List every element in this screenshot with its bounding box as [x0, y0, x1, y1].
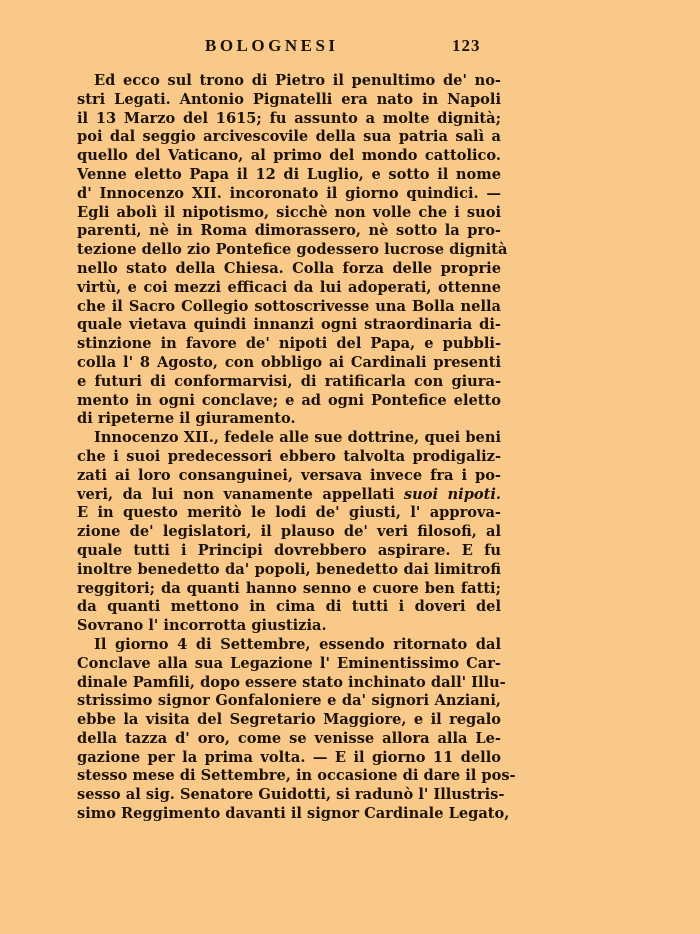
text-line: ebbe la visita del Segretario Maggiore, e il regalo	[77, 711, 501, 729]
text-line: della tazza d' oro, come se venisse allora alla Le-	[77, 729, 501, 747]
text-line: dinale Pamfili, dopo essere stato inchinato dall' Illu-	[77, 673, 506, 691]
text-line: stinzione in favore de' nipoti del Papa, e pubbli-	[77, 335, 501, 353]
text-line: nello stato della Chiesa. Colla forza delle proprie	[77, 259, 501, 277]
text-line: mento in ogni conclave; e ad ogni Pontefice eletto	[77, 391, 501, 409]
text-segment: veri, da lui non vanamente appellati	[77, 485, 395, 503]
paragraph	[77, 635, 516, 824]
text-line: Venne eletto Papa il 12 di Luglio, e sotto il nome	[77, 165, 501, 183]
text-line: Innocenzo XII., fedele alle sue dottrine, quei beni	[94, 429, 501, 447]
text-line	[77, 486, 501, 505]
text-line: d' Innocenzo XII. incoronato il giorno quindici. —	[77, 184, 501, 202]
text-line: stri Legati. Antonio Pignatelli era nato in Napoli	[77, 90, 501, 108]
italic-phrase: suoi nipoti.	[403, 485, 501, 503]
text-line: Ed ecco sul trono di Pietro il penultimo de' no-	[94, 72, 501, 89]
text-line: quale tutti i Principi dovrebbero aspirare. E fu	[77, 541, 501, 559]
text-line: che il Sacro Collegio sottoscrivesse una Bolla nella	[77, 297, 501, 315]
page-number: 123	[452, 36, 481, 55]
text-line: reggitori; da quanti hanno senno e cuore ben fatti;	[77, 579, 501, 597]
text-line: quello del Vaticano, al primo del mondo cattolico.	[77, 147, 501, 165]
text-line: e futuri di conformarvisi, di ratificarla con giura-	[77, 372, 501, 390]
text-line: virtù, e coi mezzi efficaci da lui adoperati, ottenne	[77, 278, 501, 296]
text-line: il 13 Marzo del 1615; fu assunto a molte dignità;	[77, 109, 501, 127]
text-line: sesso al sig. Senatore Guidotti, si radunò l' Illustris-	[77, 786, 505, 804]
paragraph	[77, 72, 508, 429]
text-line: simo Reggimento davanti il signor Cardinale Legato,	[77, 805, 510, 823]
body-text	[77, 72, 516, 824]
text-line: strissimo signor Gonfaloniere e da' signori Anziani,	[77, 692, 501, 710]
text-line: Sovrano l' incorrotta giustizia.	[77, 617, 327, 635]
text-line: zati ai loro consanguinei, versava invece fra i po-	[77, 466, 501, 484]
running-title: BOLOGNESI	[205, 36, 339, 55]
text-line: Egli abolì il nipotismo, sicchè non volle che i suoi	[77, 203, 501, 221]
text-line: E in questo meritò le lodi de' giusti, l' approva-	[77, 504, 501, 522]
paragraph	[77, 429, 501, 636]
text-line: inoltre benedetto da' popoli, benedetto dai limitrofi	[77, 560, 501, 578]
text-line: Conclave alla sua Legazione l' Eminentissimo Car-	[77, 654, 501, 672]
text-line: gazione per la prima volta. — E il giorno 11 dello	[77, 748, 501, 766]
text-line: tezione dello zio Pontefice godessero lucrose dignità	[77, 241, 508, 259]
text-line: poi dal seggio arcivescovile della sua patria salì a	[77, 128, 501, 146]
text-line: di ripeterne il giuramento.	[77, 410, 296, 428]
text-line: colla l' 8 Agosto, con obbligo ai Cardinali presenti	[77, 353, 501, 371]
text-line: che i suoi predecessori ebbero talvolta prodigaliz-	[77, 447, 501, 465]
text-line: stesso mese di Settembre, in occasione di dare il pos-	[77, 767, 516, 785]
text-line: da quanti mettono in cima di tutti i doveri del	[77, 598, 501, 616]
text-line: Il giorno 4 di Settembre, essendo ritornato dal	[94, 635, 501, 653]
text-line: zione de' legislatori, il plauso de' veri filosofi, al	[77, 523, 501, 541]
text-line: parenti, nè in Roma dimorassero, nè sotto la pro-	[77, 222, 501, 240]
text-line: quale vietava quindi innanzi ogni straordinaria di-	[77, 316, 501, 334]
